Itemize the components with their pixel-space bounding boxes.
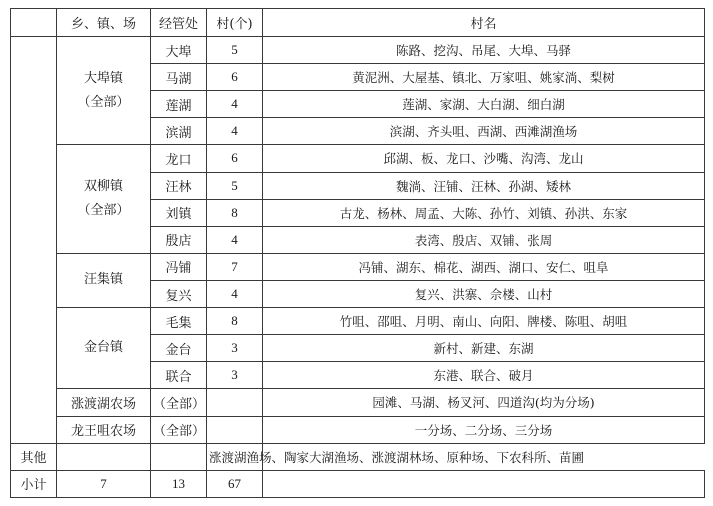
count-cell: 4 bbox=[207, 118, 263, 145]
table-row bbox=[11, 443, 705, 470]
villages-cell: 古龙、杨林、周孟、大陈、孙竹、刘镇、孙洪、东家 bbox=[263, 199, 705, 226]
office-cell: 刘镇 bbox=[151, 199, 207, 226]
count-cell: 5 bbox=[207, 172, 263, 199]
villages-cell: 复兴、洪寨、佘楼、山村 bbox=[263, 280, 705, 307]
count-cell bbox=[207, 416, 263, 443]
header-villages: 村名 bbox=[263, 9, 705, 37]
header-count: 村(个) bbox=[207, 9, 263, 37]
town-cell bbox=[57, 253, 151, 307]
villages-cell: 涨渡湖渔场、陶家大湖渔场、涨渡湖林场、原种场、下农科所、苗圃 bbox=[207, 443, 263, 470]
office-cell: 汪林 bbox=[151, 172, 207, 199]
farm-name-cell: 龙王咀农场 bbox=[57, 416, 151, 443]
count-cell: 3 bbox=[207, 335, 263, 362]
villages-cell: 园滩、马湖、杨叉河、四道沟(均为分场) bbox=[263, 389, 705, 416]
town-name: 汪集镇 bbox=[83, 272, 123, 288]
office-cell bbox=[57, 443, 151, 470]
town-cell bbox=[57, 37, 151, 145]
count-cell: 4 bbox=[207, 91, 263, 118]
town-name: 大埠镇 bbox=[83, 70, 123, 86]
total-row bbox=[11, 470, 705, 497]
office-cell: 殷店 bbox=[151, 226, 207, 253]
count-cell: 3 bbox=[207, 362, 263, 389]
count-cell: 8 bbox=[207, 308, 263, 335]
count-cell: 5 bbox=[207, 37, 263, 64]
office-cell: （全部） bbox=[151, 389, 207, 416]
total-label: 小计 bbox=[11, 470, 57, 497]
office-cell: 冯铺 bbox=[151, 253, 207, 280]
office-cell: 联合 bbox=[151, 362, 207, 389]
total-towns: 7 bbox=[57, 470, 151, 497]
town-scope: （全部） bbox=[77, 94, 130, 110]
farm-name-cell: 涨渡湖农场 bbox=[57, 389, 151, 416]
office-cell: 金台 bbox=[151, 335, 207, 362]
count-cell: 7 bbox=[207, 253, 263, 280]
total-offices: 13 bbox=[151, 470, 207, 497]
office-cell: 滨湖 bbox=[151, 118, 207, 145]
office-cell: 龙口 bbox=[151, 145, 207, 172]
table-row bbox=[11, 37, 705, 64]
town-name: 金台镇 bbox=[83, 340, 123, 356]
villages-cell: 滨湖、齐头咀、西湖、西滩湖渔场 bbox=[263, 118, 705, 145]
count-cell: 4 bbox=[207, 280, 263, 307]
office-cell: （全部） bbox=[151, 416, 207, 443]
header-blank bbox=[11, 9, 57, 37]
office-cell: 马湖 bbox=[151, 64, 207, 91]
header-row bbox=[11, 9, 705, 37]
total-villages bbox=[263, 470, 705, 497]
header-town: 乡、镇、场 bbox=[57, 9, 151, 37]
count-cell: 4 bbox=[207, 226, 263, 253]
villages-cell: 新村、新建、东湖 bbox=[263, 335, 705, 362]
left-blank-cell bbox=[11, 37, 57, 444]
villages-cell: 邱湖、板、龙口、沙嘴、沟湾、龙山 bbox=[263, 145, 705, 172]
villages-cell: 魏淌、汪铺、汪林、孙湖、矮林 bbox=[263, 172, 705, 199]
table-row bbox=[11, 389, 705, 416]
town-cell bbox=[57, 145, 151, 253]
villages-cell: 东港、联合、破月 bbox=[263, 362, 705, 389]
farm-name-cell: 其他 bbox=[11, 443, 57, 470]
count-cell: 6 bbox=[207, 145, 263, 172]
villages-cell: 竹咀、邵咀、月明、南山、向阳、牌楼、陈咀、胡咀 bbox=[263, 308, 705, 335]
villages-cell: 陈路、挖沟、吊尾、大埠、马驿 bbox=[263, 37, 705, 64]
total-villages-count: 67 bbox=[207, 470, 263, 497]
count-cell: 8 bbox=[207, 199, 263, 226]
table-row bbox=[11, 253, 705, 280]
town-name: 双柳镇 bbox=[83, 179, 123, 195]
count-cell bbox=[151, 443, 207, 470]
village-table bbox=[10, 8, 705, 498]
header-office: 经管处 bbox=[151, 9, 207, 37]
count-cell: 6 bbox=[207, 64, 263, 91]
town-cell bbox=[57, 308, 151, 389]
town-scope: （全部） bbox=[77, 203, 130, 219]
count-cell bbox=[207, 389, 263, 416]
office-cell: 复兴 bbox=[151, 280, 207, 307]
villages-cell: 表湾、殷店、双铺、张周 bbox=[263, 226, 705, 253]
office-cell: 大埠 bbox=[151, 37, 207, 64]
villages-cell: 莲湖、家湖、大白湖、细白湖 bbox=[263, 91, 705, 118]
villages-cell: 一分场、二分场、三分场 bbox=[263, 416, 705, 443]
table-row bbox=[11, 308, 705, 335]
table-row bbox=[11, 416, 705, 443]
table-row bbox=[11, 145, 705, 172]
villages-cell: 黄泥洲、大屋基、镇北、万家咀、姚家淌、梨树 bbox=[263, 64, 705, 91]
villages-cell: 冯铺、湖东、棉花、湖西、湖口、安仁、咀阜 bbox=[263, 253, 705, 280]
office-cell: 莲湖 bbox=[151, 91, 207, 118]
office-cell: 毛集 bbox=[151, 308, 207, 335]
